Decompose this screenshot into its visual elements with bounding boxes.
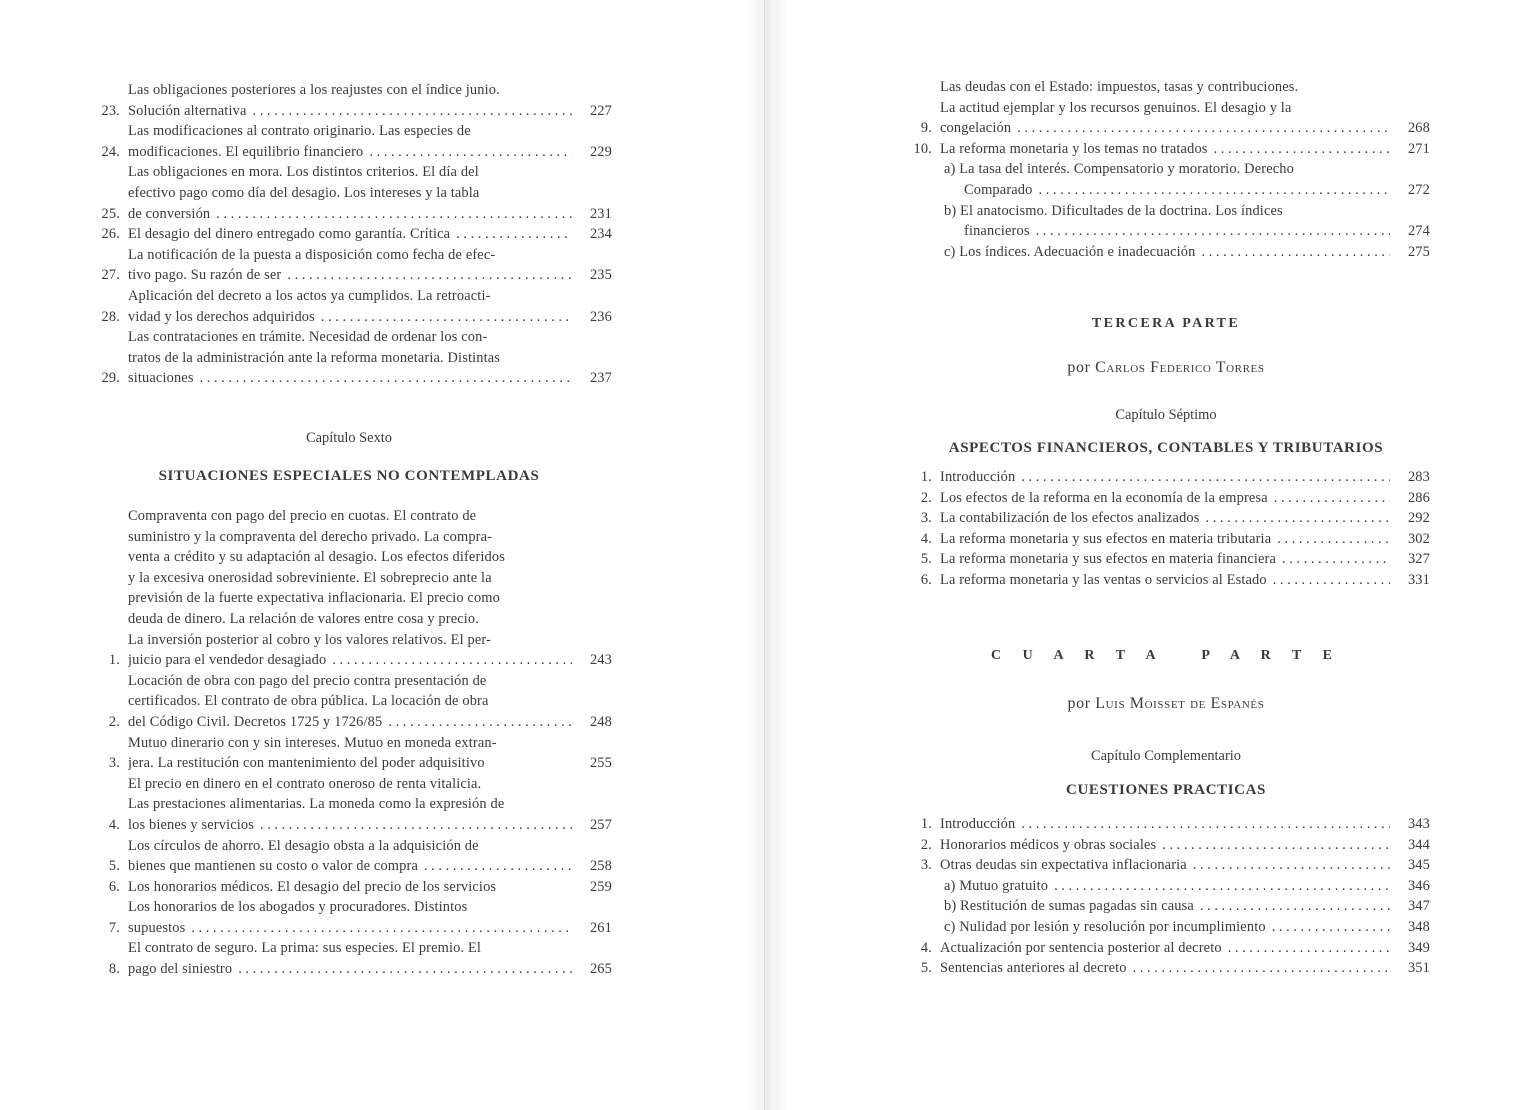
toc-entry [902, 835, 1430, 856]
toc-entry [902, 814, 1430, 835]
entry-text-line: Los honorarios médicos. El desagio del precio de los servicios [128, 878, 497, 895]
toc-entry [86, 836, 612, 877]
page-number: 227 [589, 102, 612, 119]
page-number: 283 [1407, 469, 1430, 485]
entry-text-line: bienes que mantienen su costo o valor de compra [128, 858, 418, 875]
toc-entry [902, 917, 1430, 938]
toc-entry [86, 774, 612, 836]
entry-number: 3. [108, 755, 120, 772]
entry-text-line: deuda de dinero. La relación de valores entre cosa y precio. [128, 610, 480, 627]
entry-text-line: supuestos [128, 919, 186, 936]
entry-number: 4. [920, 939, 932, 956]
leader-dots [216, 204, 572, 225]
entry-text-line: venta a crédito y su adaptación al desagio. Los efectos diferidos [128, 549, 505, 566]
entry-text-line: La inversión posterior al cobro y los valores relativos. El per- [128, 631, 491, 648]
leader-dots [1228, 938, 1390, 959]
entry-number: 4. [920, 530, 932, 547]
section-title-situaciones: SITUACIONES ESPECIALES NO CONTEMPLADAS [158, 468, 540, 484]
entry-text-line: y la excesiva onerosidad sobreviniente. El sobreprecio ante la [128, 569, 492, 586]
entry-text-line: El precio en dinero en el contrato oneroso de renta vitalicia. [128, 775, 482, 792]
entry-text-line: pago del siniestro [128, 961, 233, 978]
leader-dots [238, 959, 572, 980]
leader-dots [1036, 221, 1390, 242]
entry-text-line: c) Los índices. Adecuación e inadecuación [944, 243, 1196, 260]
entry-text-line: efectivo pago como día del desagio. Los intereses y la tabla [128, 184, 480, 201]
toc-entry [86, 897, 612, 938]
leader-dots [1272, 917, 1390, 938]
toc-right-bottom [902, 814, 1430, 979]
author-moisset [902, 695, 1430, 713]
entry-text-line: Introducción [940, 816, 1016, 832]
entry-text-line: c) Nulidad por lesión y resolución por incumplimiento [944, 918, 1266, 935]
page-number: 343 [1407, 816, 1430, 832]
toc-entry [902, 570, 1430, 591]
entry-number: 7. [108, 919, 120, 936]
page-number: 236 [589, 308, 612, 325]
leader-dots [424, 856, 572, 877]
toc-entry [902, 159, 1430, 200]
page-number: 345 [1407, 857, 1430, 874]
entry-number: 1. [108, 652, 120, 669]
entry-text-line: Honorarios médicos y obras sociales [940, 836, 1157, 853]
page-number: 344 [1407, 836, 1430, 853]
entry-number: 10. [913, 140, 932, 157]
page-number: 258 [589, 858, 612, 875]
entry-text-line: La contabilización de los efectos analizados [940, 510, 1200, 527]
entry-text-line: La notificación de la puesta a disposición como fecha de efec- [128, 246, 496, 263]
section-title-cuestiones: CUESTIONES PRACTICAS [1066, 782, 1266, 798]
toc-entry [902, 201, 1430, 242]
left-page [0, 0, 762, 1110]
entry-number: 24. [101, 143, 120, 160]
entry-text-line: b) El anatocismo. Dificultades de la doctrina. Los índices [944, 202, 1283, 219]
leader-dots [321, 307, 572, 328]
leader-dots [260, 815, 572, 836]
toc-entry [902, 549, 1430, 570]
leader-dots [253, 101, 573, 122]
entry-number: 5. [920, 551, 932, 568]
leader-dots [1021, 467, 1390, 488]
entry-text-line: Actualización por sentencia posterior al decreto [940, 939, 1222, 956]
entry-text-line: Las obligaciones en mora. Los distintos criterios. El día del [128, 164, 479, 181]
leader-dots [1274, 488, 1390, 509]
entry-text-line: los bienes y servicios [128, 816, 254, 833]
entry-text-line: Aplicación del decreto a los actos ya cumplidos. La retroacti- [128, 287, 491, 304]
leader-dots [1054, 876, 1390, 897]
entry-text-line: Comparado [964, 181, 1033, 198]
page-number: 231 [589, 205, 612, 222]
page-number: 257 [589, 816, 612, 833]
right-page [762, 0, 1536, 1110]
entry-text-line: La reforma monetaria y sus efectos en materia tributaria [940, 530, 1272, 547]
entry-text-line: Solución alternativa [128, 102, 247, 119]
entry-number: 4. [108, 816, 120, 833]
entry-text-line: congelación [940, 120, 1012, 137]
entry-text-line: Introducción [940, 469, 1016, 485]
entry-text-line: certificados. El contrato de obra pública. La locación de obra [128, 693, 489, 710]
entry-text-line: Los efectos de la reforma en la economía de la empresa [940, 489, 1268, 506]
page-number: 275 [1407, 243, 1430, 260]
entry-text-line: suministro y la compraventa del derecho privado. La compra- [128, 528, 493, 545]
leader-dots [369, 142, 572, 163]
toc-entry [902, 958, 1430, 979]
entry-text-line: juicio para el vendedor desagiado [128, 652, 327, 669]
entry-number: 28. [101, 308, 120, 325]
entry-text-line: a) Mutuo gratuito [944, 877, 1049, 894]
leader-dots [1273, 570, 1390, 591]
entry-number: 25. [101, 205, 120, 222]
leader-dots [456, 224, 572, 245]
page-number: 243 [589, 652, 612, 669]
author-torres [902, 359, 1430, 377]
toc-entry [902, 529, 1430, 550]
entry-text-line: financieros [964, 223, 1030, 240]
page-number: 351 [1407, 960, 1430, 977]
entry-text-line: del Código Civil. Decretos 1725 y 1726/85 [128, 713, 383, 730]
page-number: 234 [589, 226, 612, 243]
entry-text-line: El contrato de seguro. La prima: sus especies. El premio. El [128, 940, 482, 957]
leader-dots [1206, 508, 1390, 529]
entry-number: 2. [920, 836, 932, 853]
entry-text-line: La reforma monetaria y los temas no tratados [940, 140, 1208, 157]
leader-dots [1039, 180, 1391, 201]
entry-text-line: Las modificaciones al contrato originario. Las especies de [128, 123, 471, 140]
leader-dots [388, 712, 572, 733]
toc-left-top [86, 80, 612, 389]
entry-text-line: Las prestaciones alimentarias. La moneda como la expresión de [128, 796, 505, 813]
entry-number: 1. [920, 469, 932, 485]
page-number: 259 [589, 878, 612, 895]
entry-text-line: La reforma monetaria y sus efectos en materia financiera [940, 551, 1277, 568]
entry-number: 8. [108, 961, 120, 978]
page-number: 349 [1407, 939, 1430, 956]
entry-number: 23. [101, 102, 120, 119]
toc-entry [902, 139, 1430, 160]
entry-text-line: situaciones [128, 370, 194, 387]
leader-dots [1202, 242, 1391, 263]
chapter-heading-septimo: Capítulo Séptimo [1115, 407, 1217, 423]
toc-right-mid [902, 467, 1430, 591]
page-number: 331 [1407, 571, 1430, 588]
page-number: 286 [1407, 489, 1430, 506]
toc-entry [902, 855, 1430, 876]
entry-number: 9. [920, 120, 932, 137]
toc-entry [86, 286, 612, 327]
entry-text-line: vidad y los derechos adquiridos [128, 308, 315, 325]
leader-dots [1017, 118, 1390, 139]
entry-number: 27. [101, 267, 120, 284]
toc-entry [86, 671, 612, 733]
entry-text-line: Los honorarios de los abogados y procuradores. Distintos [128, 899, 468, 916]
entry-number: 6. [920, 571, 932, 588]
entry-number: 29. [101, 370, 120, 387]
page-number: 265 [589, 961, 612, 978]
entry-text-line: de conversión [128, 205, 211, 222]
page-number: 237 [589, 370, 612, 387]
toc-entry [902, 896, 1430, 917]
chapter-heading-sexto: Capítulo Sexto [306, 430, 392, 446]
entry-text-line: Mutuo dinerario con y sin intereses. Mutuo en moneda extran- [128, 734, 497, 751]
entry-text-line: a) La tasa del interés. Compensatorio y moratorio. Derecho [944, 161, 1294, 178]
toc-entry [86, 506, 612, 671]
page-number: 268 [1407, 120, 1430, 137]
part-title-tercera: TERCERA PARTE [1091, 316, 1241, 331]
author-name: Luis Moisset de Espanés [1095, 695, 1265, 712]
entry-text-line: La reforma monetaria y las ventas o servicios al Estado [940, 571, 1267, 588]
page-number: 292 [1407, 510, 1430, 527]
page-number: 261 [589, 919, 612, 936]
leader-dots [1162, 835, 1390, 856]
entry-text-line: Locación de obra con pago del precio contra presentación de [128, 672, 487, 689]
toc-entry [902, 508, 1430, 529]
page-number: 327 [1407, 551, 1430, 568]
page-number: 348 [1407, 918, 1430, 935]
page-number: 235 [589, 267, 612, 284]
chapter-heading-complementario: Capítulo Complementario [1091, 748, 1241, 764]
toc-entry [86, 245, 612, 286]
toc-entry [902, 938, 1430, 959]
toc-entry [902, 77, 1430, 139]
entry-text-line: Sentencias anteriores al decreto [940, 960, 1127, 977]
entry-text-line: tivo pago. Su razón de ser [128, 267, 282, 284]
page-number: 255 [589, 755, 612, 772]
entry-number: 3. [920, 510, 932, 527]
leader-dots [1277, 529, 1390, 550]
entry-text-line: La actitud ejemplar y los recursos genuinos. El desagio y la [940, 99, 1292, 116]
page-number: 272 [1407, 181, 1430, 198]
page-number: 302 [1407, 530, 1430, 547]
entry-text-line: Las obligaciones posteriores a los reajustes con el índice junio. [128, 82, 500, 98]
toc-entry [86, 733, 612, 774]
leader-dots [287, 265, 572, 286]
toc-entry [902, 876, 1430, 897]
part-title-cuarta: C U A R T A P A R T E [991, 648, 1341, 663]
page-number: 229 [589, 143, 612, 160]
leader-dots [191, 918, 572, 939]
leader-dots [1214, 139, 1390, 160]
entry-text-line: jera. La restitución con mantenimiento del poder adquisitivo [128, 755, 485, 772]
entry-text-line: El desagio del dinero entregado como garantía. Crítica [128, 226, 451, 243]
toc-left-bottom [86, 506, 612, 980]
entry-text-line: previsión de la fuerte expectativa inflacionaria. El precio como [128, 590, 501, 607]
page-number: 271 [1407, 140, 1430, 157]
leader-dots [200, 368, 572, 389]
leader-dots [1021, 814, 1390, 835]
toc-entry [86, 121, 612, 162]
entry-text-line: Las deudas con el Estado: impuestos, tasas y contribuciones. [940, 79, 1299, 95]
author-name: Carlos Federico Torres [1095, 359, 1265, 376]
author-prefix: por [1067, 359, 1091, 376]
entry-number: 26. [101, 226, 120, 243]
toc-right-top [902, 77, 1430, 262]
entry-number: 5. [108, 858, 120, 875]
entry-number: 5. [920, 960, 932, 977]
author-prefix: por [1067, 695, 1091, 712]
entry-number: 1. [920, 816, 932, 832]
toc-entry [86, 877, 612, 898]
page-number: 274 [1407, 223, 1430, 240]
leader-dots [1193, 855, 1390, 876]
toc-entry [86, 162, 612, 224]
entry-text-line: Compraventa con pago del precio en cuotas. El contrato de [128, 508, 477, 524]
toc-entry [902, 488, 1430, 509]
toc-entry [86, 80, 612, 121]
toc-entry [86, 224, 612, 245]
entry-text-line: Los círculos de ahorro. El desagio obsta a la adquisición de [128, 837, 479, 854]
toc-entry [86, 327, 612, 389]
entry-text-line: modificaciones. El equilibrio financiero [128, 143, 364, 160]
toc-entry [902, 467, 1430, 488]
entry-number: 2. [108, 713, 120, 730]
leader-dots [1200, 896, 1390, 917]
entry-text-line: Otras deudas sin expectativa inflacionaria [940, 857, 1187, 874]
leader-dots [1282, 549, 1390, 570]
entry-text-line: tratos de la administración ante la reforma monetaria. Distintas [128, 349, 501, 366]
page-number: 347 [1407, 898, 1430, 915]
page-number: 248 [589, 713, 612, 730]
toc-entry [902, 242, 1430, 263]
section-title-aspectos: ASPECTOS FINANCIEROS, CONTABLES Y TRIBUTARIOS [948, 440, 1384, 456]
entry-number: 6. [108, 878, 120, 895]
page-number: 346 [1407, 877, 1430, 894]
entry-text-line: b) Restitución de sumas pagadas sin causa [944, 898, 1194, 915]
toc-entry [86, 938, 612, 979]
leader-dots [1133, 958, 1390, 979]
entry-text-line: Las contrataciones en trámite. Necesidad de ordenar los con- [128, 329, 488, 346]
entry-number: 2. [920, 489, 932, 506]
leader-dots [332, 650, 572, 671]
entry-number: 3. [920, 857, 932, 874]
